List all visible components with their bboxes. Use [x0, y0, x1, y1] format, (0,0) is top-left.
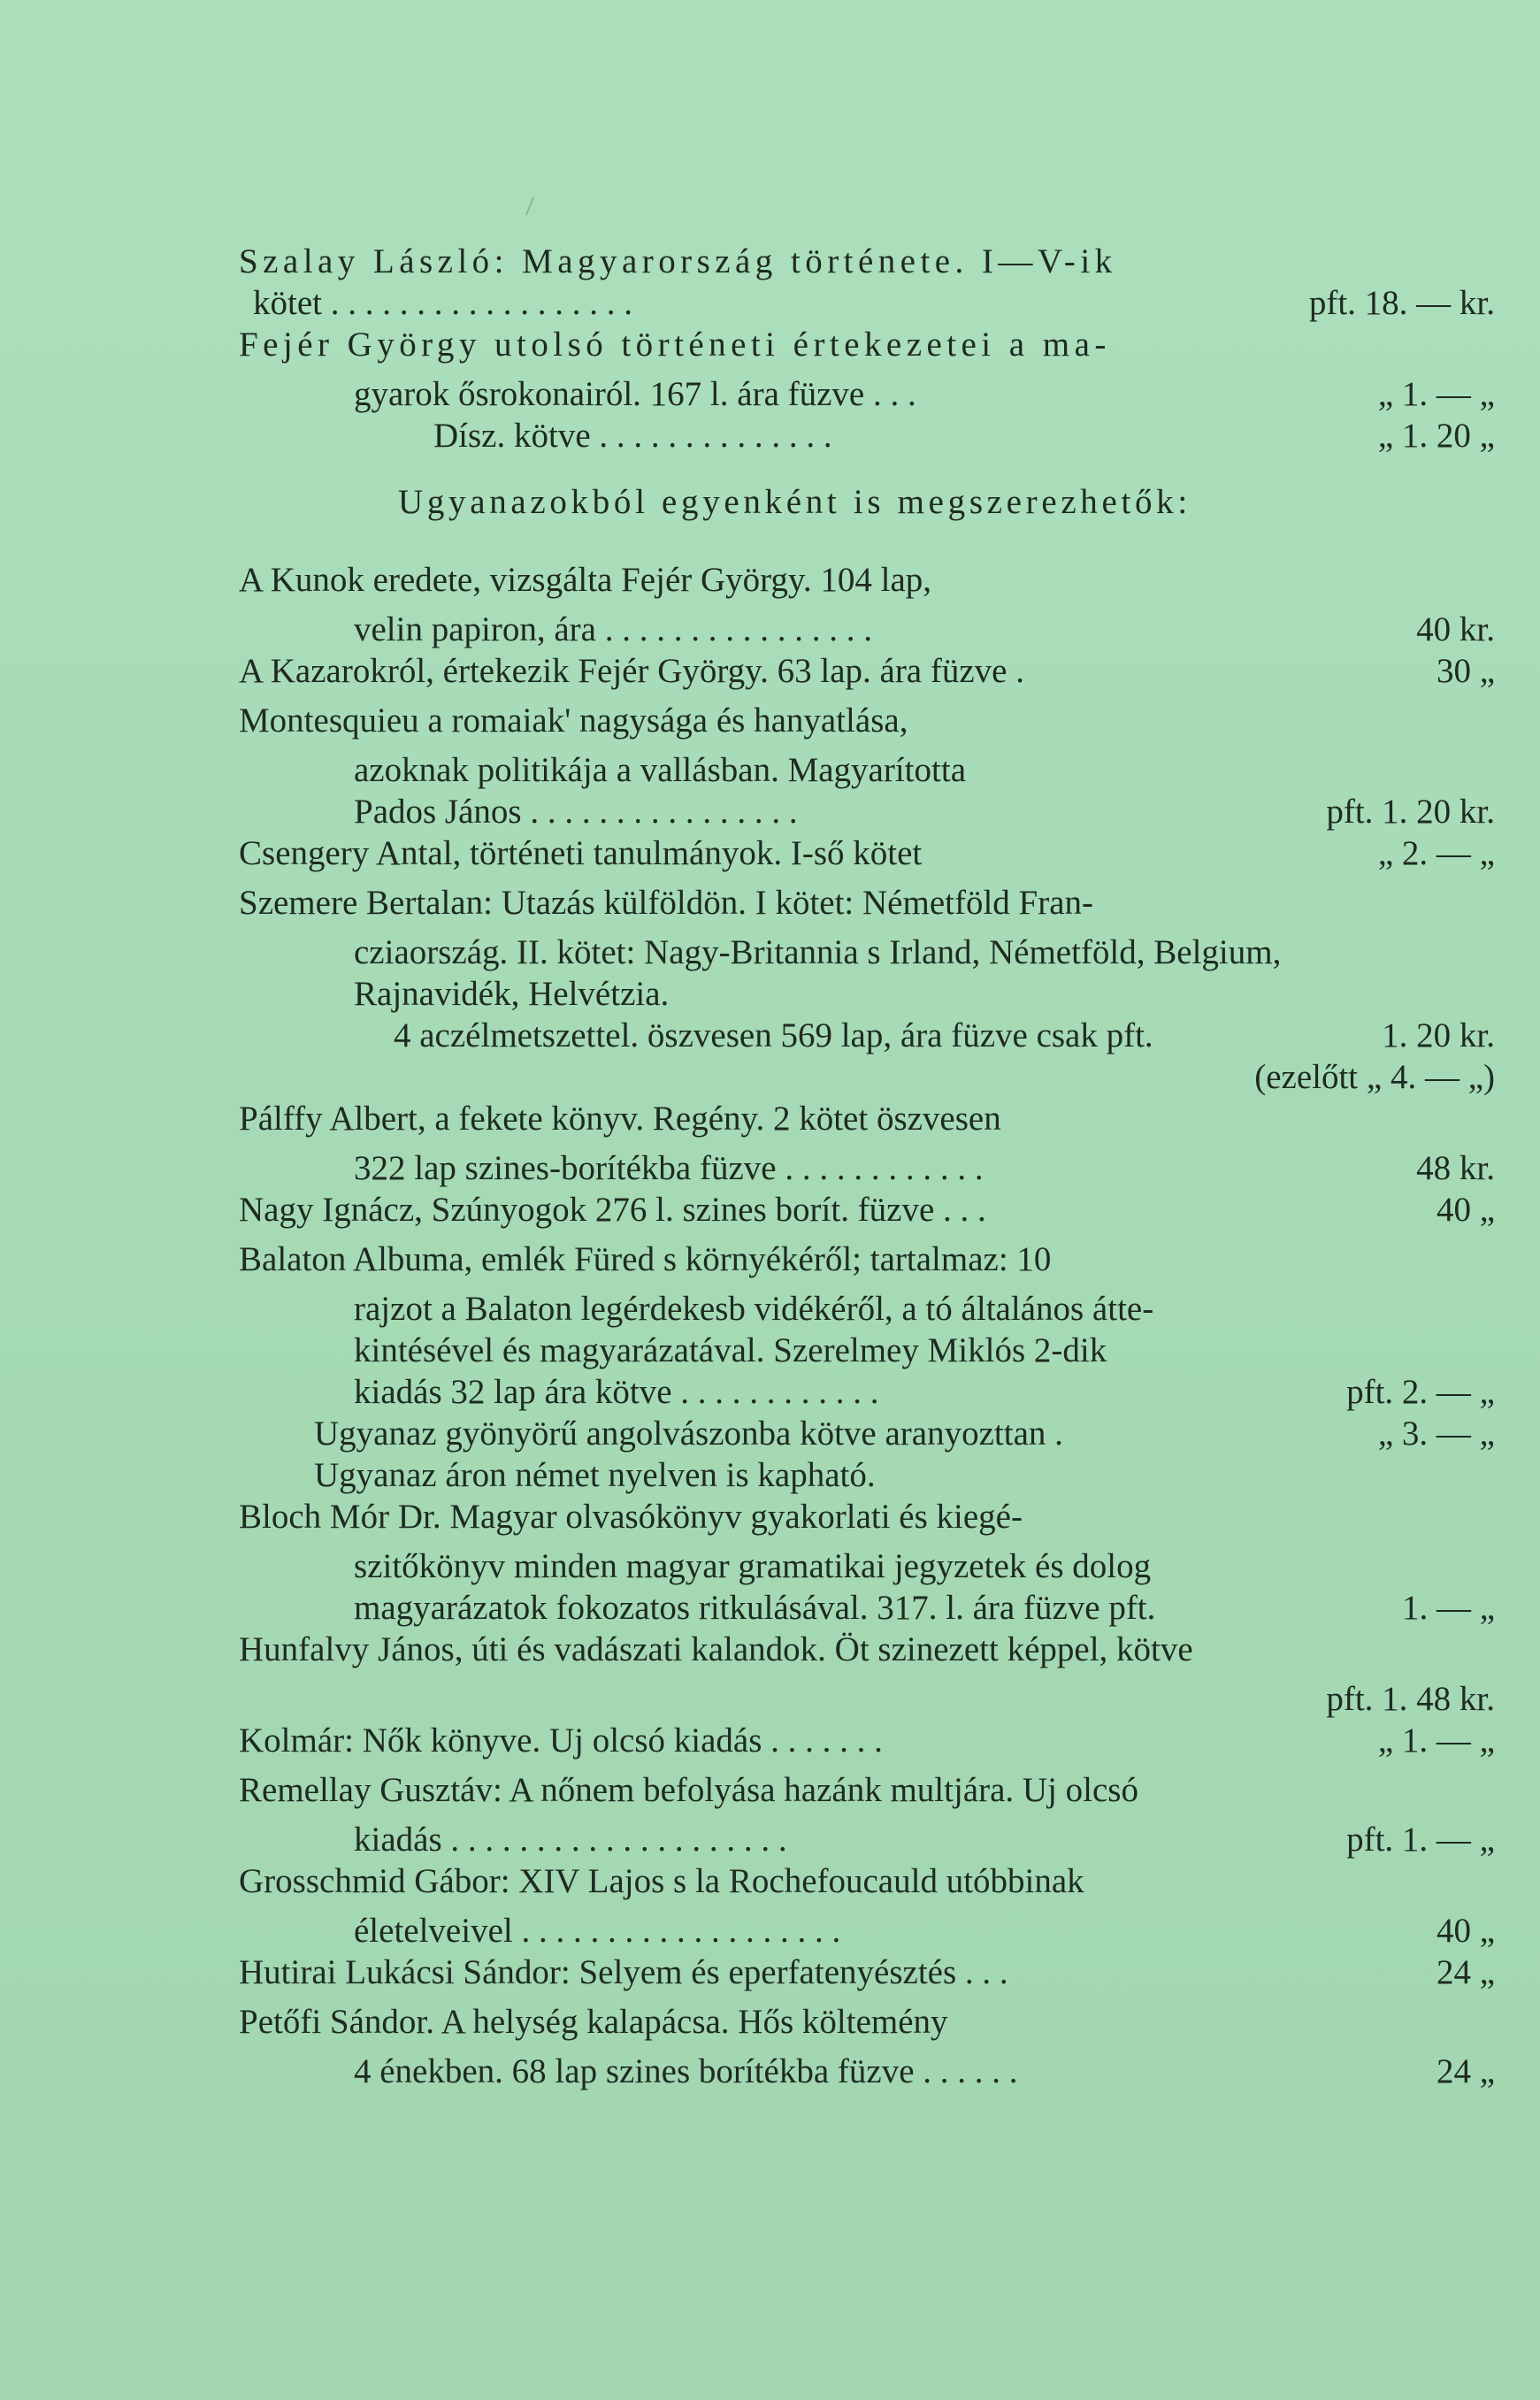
entry-price: 40 „	[1436, 1912, 1495, 1950]
entry-text: Kolmár: Nők könyve. Uj olcsó kiadás . . . . . . .	[239, 1721, 883, 1760]
catalog-line	[239, 1238, 1504, 1288]
catalog-line	[239, 1330, 1504, 1371]
entry-text: Balaton Albuma, emlék Füred s környékéről; tartalmaz: 10	[239, 1240, 1052, 1278]
catalog-line	[239, 1288, 1504, 1330]
catalog-line	[239, 324, 1504, 373]
entry-text: Pados János . . . . . . . . . . . . . . . .	[354, 793, 798, 831]
catalog-line	[239, 1371, 1504, 1413]
catalog-line	[239, 1056, 1504, 1098]
entry-price: „ 1. — „	[1377, 1721, 1495, 1760]
entry-text: kiadás 32 lap ára kötve . . . . . . . . . . . .	[354, 1373, 879, 1411]
catalog-line	[239, 415, 1504, 456]
catalog-line	[239, 1545, 1504, 1587]
catalog-line	[239, 1629, 1504, 1678]
catalog-line	[239, 749, 1504, 791]
entry-text: magyarázatok fokozatos ritkulásával. 317. l. ára füzve pft.	[354, 1589, 1156, 1627]
entry-price: pft. 1. — „	[1346, 1821, 1495, 1859]
entry-text: Dísz. kötve . . . . . . . . . . . . . .	[433, 417, 832, 455]
catalog-line	[239, 1860, 1504, 1910]
entry-price: pft. 1. 48 kr.	[1326, 1680, 1495, 1718]
catalog-line	[239, 1720, 1504, 1769]
entry-price: „ 1. 20 „	[1377, 417, 1495, 455]
entry-price: „ 3. — „	[1377, 1415, 1495, 1453]
entry-text: Pálffy Albert, a fekete könyv. Regény. 2 kötet öszvesen	[239, 1100, 1001, 1138]
entry-text: 4 aczélmetszettel. öszvesen 569 lap, ára füzve csak pft.	[394, 1016, 1153, 1054]
section-heading	[239, 481, 1504, 538]
entry-price: pft. 1. 20 kr.	[1326, 793, 1495, 831]
entry-text: életelveivel . . . . . . . . . . . . . . . . . . .	[354, 1912, 841, 1950]
catalog-line	[239, 932, 1504, 973]
entry-price: „ 1. — „	[1377, 375, 1495, 413]
catalog-line	[239, 1496, 1504, 1545]
catalog-line	[239, 973, 1504, 1015]
catalog-line	[239, 609, 1504, 650]
catalog-line	[239, 1413, 1504, 1454]
entry-text: Ugyanaz gyönyörű angolvászonba kötve aranyozttan .	[314, 1415, 1063, 1453]
catalog-line	[239, 1147, 1504, 1189]
catalog-line	[239, 1819, 1504, 1860]
entry-price: 48 kr.	[1416, 1149, 1495, 1187]
catalog-line	[239, 2001, 1504, 2051]
catalog-line	[239, 1678, 1504, 1720]
entry-text: gyarok ősrokonairól. 167 l. ára füzve . . .	[354, 375, 916, 413]
catalog-line	[239, 282, 1504, 324]
catalog-line	[239, 1910, 1504, 1951]
catalog-line	[239, 882, 1504, 932]
entry-text: 322 lap szines-borítékba füzve . . . . . . . . . . . .	[354, 1149, 984, 1187]
catalog-line	[239, 1015, 1504, 1056]
entry-price: 1. 20 kr.	[1382, 1016, 1495, 1054]
section-heading-text: Ugyanazokból egyenként is megszerezhetők:	[398, 483, 1191, 521]
catalog-line	[239, 1769, 1504, 1819]
entry-price: pft. 2. — „	[1346, 1373, 1495, 1411]
entry-text: Petőfi Sándor. A helység kalapácsa. Hős költemény	[239, 2003, 948, 2041]
book-list	[239, 241, 1504, 2092]
entry-text: azoknak politikája a vallásban. Magyarította	[354, 751, 967, 789]
entry-text: Hunfalvy János, úti és vadászati kalandok. Öt szinezett képpel, kötve	[239, 1630, 1193, 1668]
entry-text: Montesquieu a romaiak' nagysága és hanyatlása,	[239, 702, 908, 740]
entry-text: 4 énekben. 68 lap szines borítékba füzve . . . . . .	[354, 2052, 1018, 2090]
catalog-line	[239, 791, 1504, 832]
entry-price: 40 kr.	[1416, 610, 1495, 648]
entry-text: Szemere Bertalan: Utazás külföldön. I kötet: Németföld Fran-	[239, 884, 1094, 922]
entry-text: Remellay Gusztáv: A nőnem befolyása hazánk multjára. Uj olcsó	[239, 1771, 1138, 1809]
catalog-line	[239, 2051, 1504, 2092]
entry-text: Grosschmid Gábor: XIV Lajos s la Rochefoucauld utóbbinak	[239, 1862, 1084, 1900]
entry-text: Csengery Antal, történeti tanulmányok. I-ső kötet	[239, 834, 923, 872]
entry-price: 1. — „	[1401, 1589, 1495, 1627]
pencil-mark	[525, 196, 534, 215]
catalog-line	[239, 241, 1504, 282]
entry-price: 24 „	[1436, 2052, 1495, 2090]
catalog-line	[239, 1587, 1504, 1629]
entry-text: Fejér György utolsó történeti értekezetei a ma-	[239, 326, 1111, 364]
entry-text: kötet . . . . . . . . . . . . . . . . . .	[253, 284, 632, 322]
entry-text: cziaország. II. kötet: Nagy-Britannia s Irland, Németföld, Belgium,	[354, 933, 1282, 971]
catalog-line	[239, 1189, 1504, 1238]
entry-price: 24 „	[1436, 1953, 1495, 1991]
entry-text: szitőkönyv minden magyar gramatikai jegyzetek és dolog	[354, 1547, 1152, 1585]
catalog-line	[239, 832, 1504, 882]
entry-text: kintésével és magyarázatával. Szerelmey Miklós 2-dik	[354, 1331, 1107, 1369]
entry-price: 40 „	[1436, 1191, 1495, 1229]
entry-text: Nagy Ignácz, Szúnyogok 276 l. szines borít. füzve . . .	[239, 1191, 986, 1229]
catalog-line	[239, 1951, 1504, 2001]
catalog-line	[239, 650, 1504, 700]
entry-price: (ezelőtt „ 4. — „)	[1254, 1058, 1495, 1096]
catalog-line	[239, 700, 1504, 749]
entry-text: Hutirai Lukácsi Sándor: Selyem és eperfatenyésztés . . .	[239, 1953, 1008, 1991]
entry-text: velin papiron, ára . . . . . . . . . . . . . . . .	[354, 610, 872, 648]
catalog-line	[239, 1098, 1504, 1147]
entry-text: Bloch Mór Dr. Magyar olvasókönyv gyakorlati és kiegé-	[239, 1498, 1023, 1536]
catalog-line	[239, 559, 1504, 609]
entry-text: Rajnavidék, Helvétzia.	[354, 975, 670, 1013]
entry-text: Ugyanaz áron német nyelven is kapható.	[314, 1456, 876, 1494]
entry-text: A Kazarokról, értekezik Fejér György. 63 lap. ára füzve .	[239, 652, 1024, 690]
entry-price: 30 „	[1436, 652, 1495, 690]
entry-text: Szalay László: Magyarország története. I—V-ik	[239, 242, 1117, 280]
catalog-line	[239, 373, 1504, 415]
entry-text: A Kunok eredete, vizsgálta Fejér György. 104 lap,	[239, 561, 932, 599]
entry-price: pft. 18. — kr.	[1308, 284, 1495, 322]
entry-text: kiadás . . . . . . . . . . . . . . . . . . . .	[354, 1821, 787, 1859]
entry-text: rajzot a Balaton legérdekesb vidékéről, a tó általános átte-	[354, 1290, 1154, 1328]
catalog-line	[239, 1454, 1504, 1496]
entry-price: „ 2. — „	[1377, 834, 1495, 872]
